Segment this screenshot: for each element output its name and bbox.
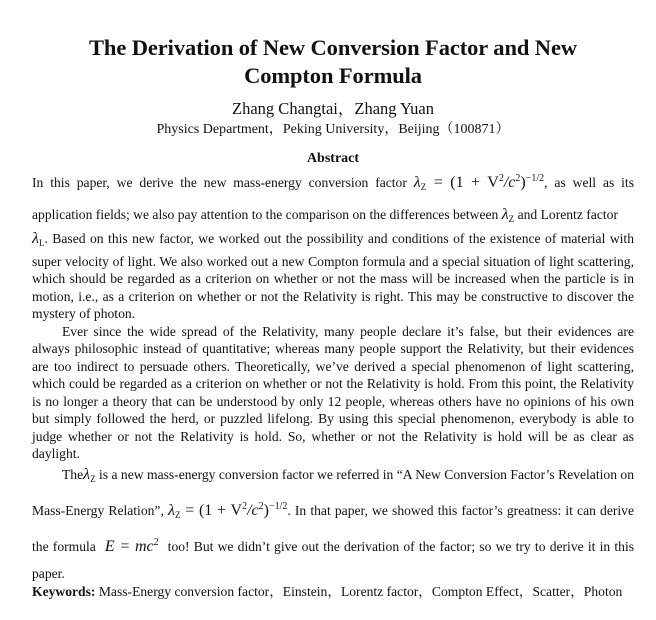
lambda-l-symbol: $\lambda_L$ [32, 230, 45, 248]
keywords [32, 583, 634, 601]
keywords-text: Mass-Energy conversion factor，Einstein，Lorentz factor，Compton Effect，Scatter，Photon [95, 583, 623, 599]
p3-text-b: is a new mass-energy conversion factor we referred in “A New Conversion Factor’s Revelation on Mass-Energy Relation”, [32, 466, 634, 518]
lambda-z-symbol: $\lambda_Z$ [501, 206, 515, 224]
p1-text-b: , as well as its application fields; we also pay attention to the comparison on the differences between [32, 175, 634, 222]
keywords-label: Keywords: [32, 583, 96, 599]
lambda-z-formula: $\lambda_Z = (1 + V^2/c^2)^{-1/2}$ [413, 173, 545, 192]
p1-text-d: . Based on this new factor, we worked out the possibility and conditions of the existence of material with super velocity of light. We also worked out a new Compton formula and a special situation of light scattering, which should be regarded as a criterion on whether or not the mass will be increased when the particle is in motion, i.e., as a criterion on whether or not the Relativity is right. This may be constructive to discover the mystery of photon. [32, 231, 634, 321]
lambda-z-formula-2: $\lambda_Z = (1 + V^2/c^2)^{-1/2}$ [168, 500, 288, 520]
authors: Zhang Changtai，Zhang Yuan [232, 99, 434, 118]
lambda-z-inline: $\lambda_Z$ [83, 465, 96, 484]
abstract-paragraph-2: Ever since the wide spread of the Relativity, many people declare it’s false, but their evidences are always philosophic instead of quantitative; whereas many people support the Relativity, but their evidences are too indirect to persuade others. Theoretically, we’ve derived a special phenomenon of light scattering, which could be regarded as a criterion on whether or not the Relativity is hold. From this point, the Relativity is no longer a theory that can be understood by only 12 people, whereas others have no opinions of his own but simply followed the herd, or puzzled lifelong. By using this special phenomenon, everybody is able to judge whether or not the Relativity is hold. So, whether or not the Relativity is hold will be as clear as daylight. [32, 323, 634, 461]
p1-text-a: In this paper, we derive the new mass-energy conversion factor [32, 175, 407, 190]
paper-title [32, 34, 634, 90]
p3-text-a: The [62, 466, 84, 482]
title-line-1: The Derivation of New Conversion Factor and New [89, 35, 577, 60]
abstract-heading: Abstract [306, 151, 360, 166]
p3-text-d: too! But we didn’t give out the derivation of the factor; so we try to derive it in this paper. [32, 538, 635, 581]
abstract-paragraph-3 [32, 461, 634, 587]
p3-text-c: . In that paper, we showed this factor’s greatness: it can derive the formula [32, 502, 635, 554]
p1-text-c: and Lorentz factor [517, 207, 618, 222]
abstract-paragraph-1-cont [32, 230, 634, 323]
title-line-2: Compton Formula [244, 63, 422, 88]
affiliation: Physics Department，Peking University，Beijing（100871） [156, 122, 510, 137]
emc2-formula: $E = mc^2$ [104, 536, 159, 555]
abstract-paragraph-1 [32, 165, 634, 233]
